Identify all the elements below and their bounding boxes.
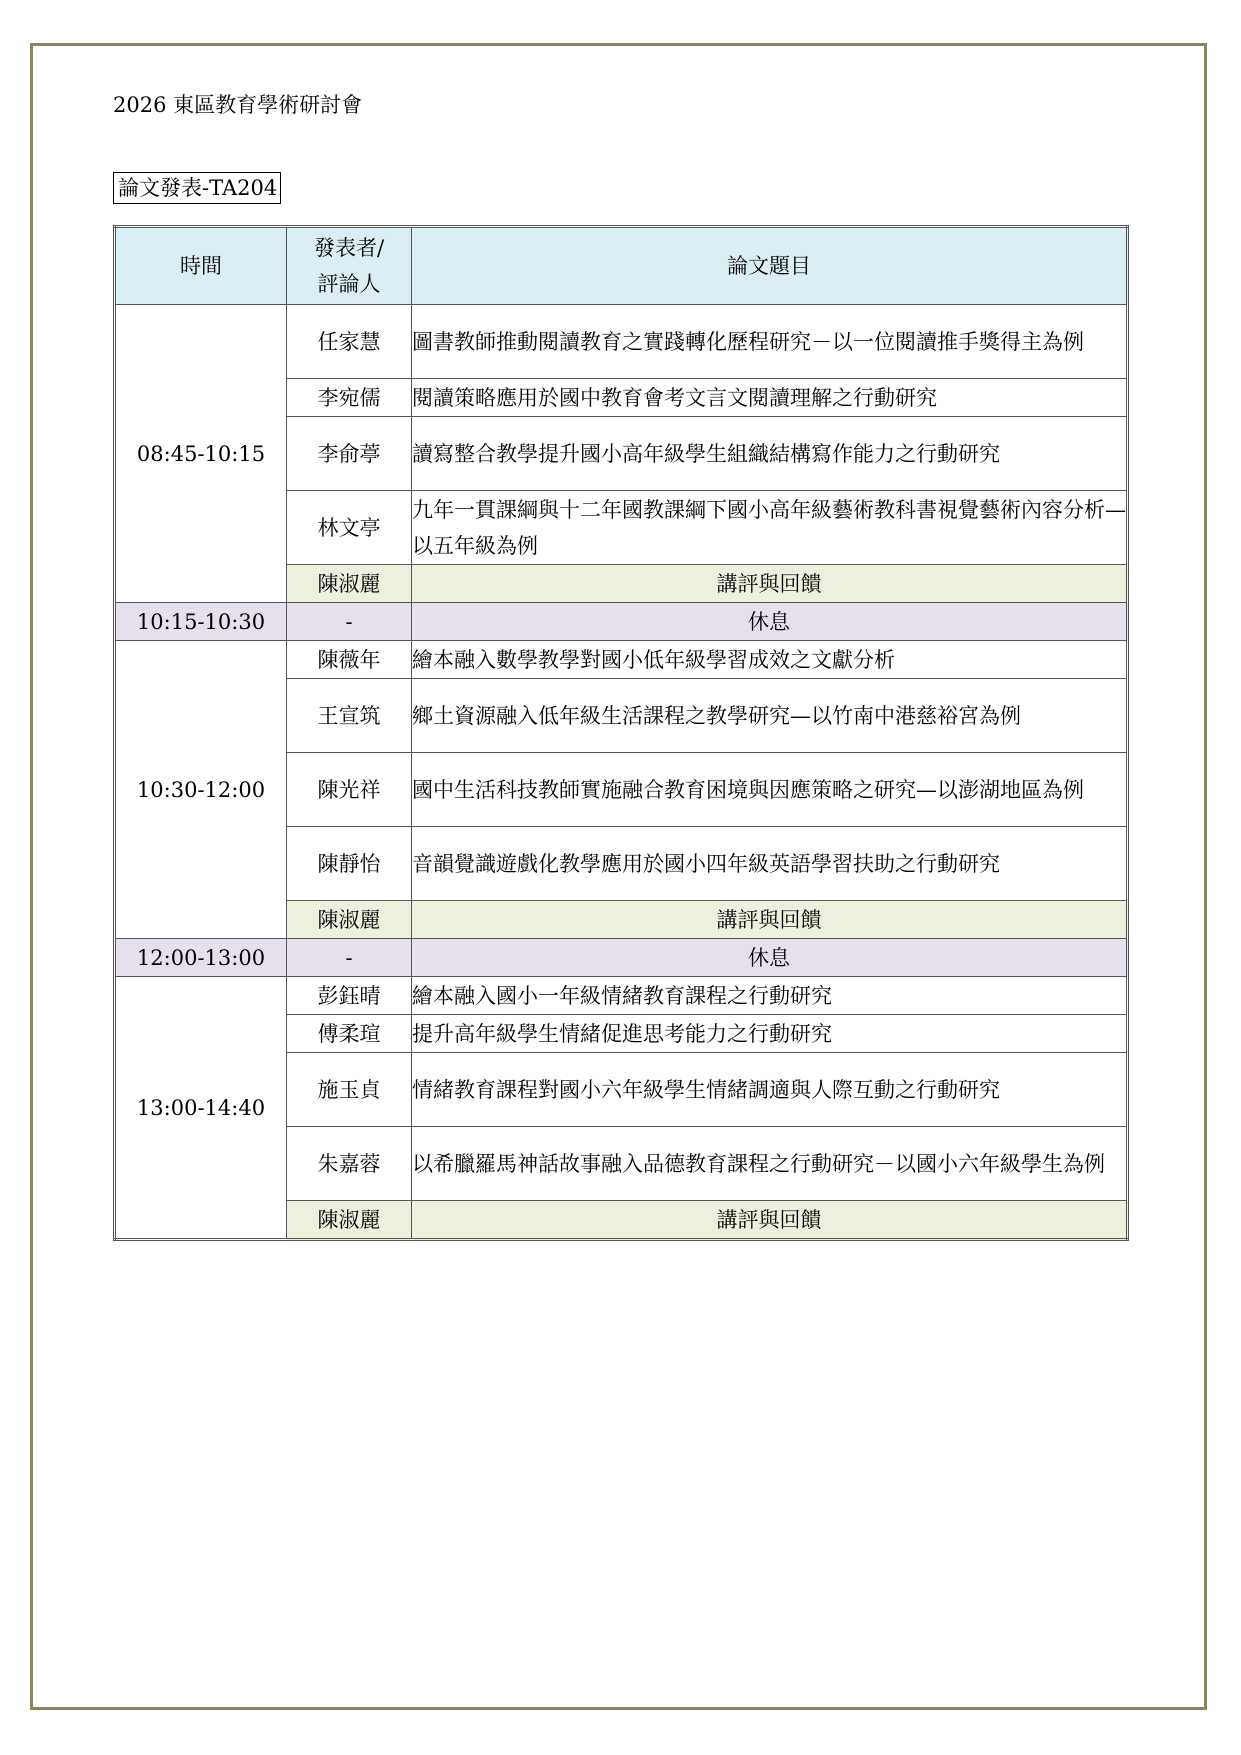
presenter-name: 任家慧 [287, 305, 412, 379]
discussion-label: 講評與回饋 [412, 1201, 1128, 1240]
presenter-name: 陳光祥 [287, 753, 412, 827]
paper-title: 閱讀策略應用於國中教育會考文言文閱讀理解之行動研究 [412, 379, 1128, 417]
presenter-name: 施玉貞 [287, 1053, 412, 1127]
session-time: 10:30-12:00 [115, 641, 287, 939]
paper-title: 情緒教育課程對國小六年級學生情緒調適與人際互動之行動研究 [412, 1053, 1128, 1127]
paper-title: 讀寫整合教學提升國小高年級學生組織結構寫作能力之行動研究 [412, 417, 1128, 491]
table-row [115, 305, 1128, 379]
discussant-name: 陳淑麗 [287, 901, 412, 939]
paper-title: 提升高年級學生情緒促進思考能力之行動研究 [412, 1015, 1128, 1053]
presenter-name: 傅柔瑄 [287, 1015, 412, 1053]
discussion-label: 講評與回饋 [412, 565, 1128, 603]
discussion-label: 講評與回饋 [412, 901, 1128, 939]
break-row [115, 603, 1128, 641]
paper-title: 以希臘羅馬神話故事融入品德教育課程之行動研究－以國小六年級學生為例 [412, 1127, 1128, 1201]
session-label: 論文發表-TA204 [113, 172, 281, 204]
paper-title: 鄉土資源融入低年級生活課程之教學研究—以竹南中港慈裕宮為例 [412, 679, 1128, 753]
presenter-name: 朱嘉蓉 [287, 1127, 412, 1201]
conference-title: 2026 東區教育學術研討會 [113, 93, 363, 117]
presenter-name: 彭鈺晴 [287, 977, 412, 1015]
break-label: 休息 [412, 603, 1128, 641]
paper-title: 繪本融入國小一年級情緒教育課程之行動研究 [412, 977, 1128, 1015]
break-time: 10:15-10:30 [115, 603, 287, 641]
presenter-name: 李宛儒 [287, 379, 412, 417]
session-time: 13:00-14:40 [115, 977, 287, 1240]
schedule-table [113, 225, 1129, 1241]
header-presenter-line1: 發表者/ [313, 236, 385, 260]
break-presenter: - [287, 939, 412, 977]
header-presenter [287, 227, 412, 305]
presenter-name: 李俞葶 [287, 417, 412, 491]
paper-title: 國中生活科技教師實施融合教育困境與因應策略之研究—以澎湖地區為例 [412, 753, 1128, 827]
paper-title: 繪本融入數學教學對國小低年級學習成效之文獻分析 [412, 641, 1128, 679]
break-label: 休息 [412, 939, 1128, 977]
presenter-name: 林文亭 [287, 491, 412, 565]
discussant-name: 陳淑麗 [287, 565, 412, 603]
session-time: 08:45-10:15 [115, 305, 287, 603]
table-row [115, 641, 1128, 679]
presenter-name: 陳薇年 [287, 641, 412, 679]
paper-title: 圖書教師推動閱讀教育之實踐轉化歷程研究－以一位閱讀推手獎得主為例 [412, 305, 1128, 379]
table-row [115, 977, 1128, 1015]
presenter-name: 王宣筑 [287, 679, 412, 753]
paper-title: 音韻覺識遊戲化教學應用於國小四年級英語學習扶助之行動研究 [412, 827, 1128, 901]
break-presenter: - [287, 603, 412, 641]
discussant-name: 陳淑麗 [287, 1201, 412, 1240]
header-title: 論文題目 [412, 227, 1128, 305]
table-header-row [115, 227, 1128, 305]
header-presenter-line2: 評論人 [317, 272, 381, 296]
break-time: 12:00-13:00 [115, 939, 287, 977]
break-row [115, 939, 1128, 977]
paper-title: 九年一貫課綱與十二年國教課綱下國小高年級藝術教科書視覺藝術內容分析—以五年級為例 [412, 491, 1128, 565]
header-time: 時間 [115, 227, 287, 305]
presenter-name: 陳靜怡 [287, 827, 412, 901]
